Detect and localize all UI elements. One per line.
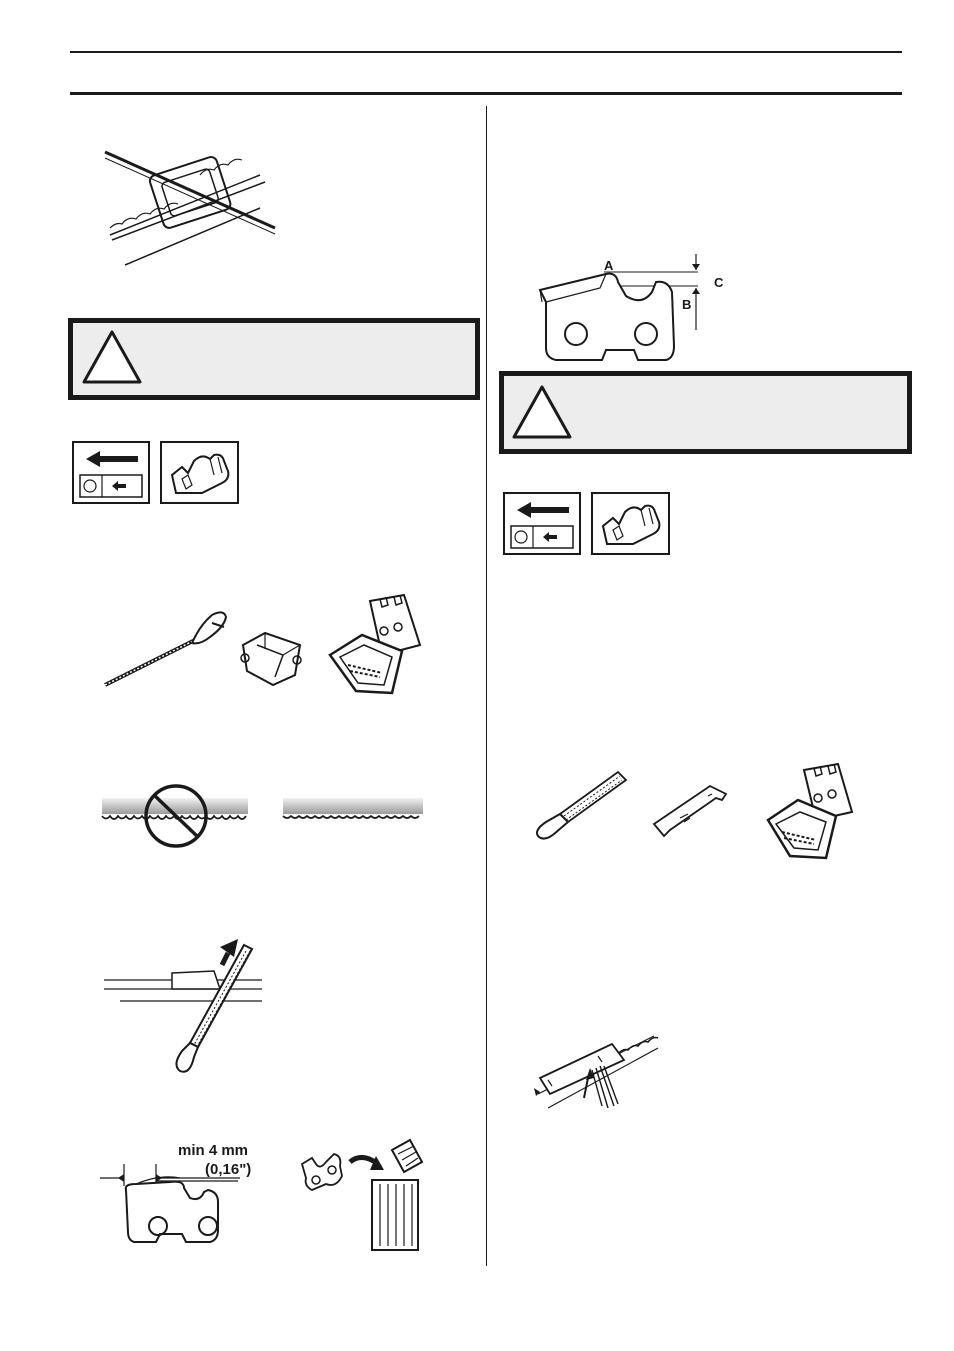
warning-triangle-icon — [81, 329, 143, 385]
warning-triangle-icon — [511, 384, 573, 440]
file-gauge-icon — [322, 593, 442, 698]
column-divider — [486, 106, 487, 1266]
depth-gauge-tool-icon — [650, 780, 730, 840]
point-a-label: A — [604, 258, 614, 273]
cutter-min-length-figure — [100, 1150, 240, 1250]
depth-gauge-on-chain-figure — [528, 1020, 663, 1110]
flat-file-on-chain-figure — [102, 935, 267, 1080]
min-mm-label: min 4 mm — [178, 1142, 249, 1159]
round-file-icon — [100, 605, 230, 690]
chain-gauge-over-bar-figure — [100, 140, 280, 270]
protective-glove-icon — [591, 492, 670, 555]
protective-glove-icon — [160, 441, 239, 504]
chain-direction-arrow-icon — [72, 441, 150, 504]
warning-box-right — [499, 371, 912, 454]
file-holder-icon — [235, 625, 310, 690]
trash-bin-icon — [298, 1140, 428, 1252]
point-b-label: B — [682, 297, 692, 312]
warning-box-left — [68, 318, 480, 400]
header-rule-top — [70, 51, 902, 53]
no-symbol-icon — [140, 782, 212, 850]
file-gauge-icon — [760, 762, 870, 862]
chain-direction-arrow-icon — [503, 492, 581, 555]
min-in-label: (0,16") — [205, 1161, 252, 1178]
header-rule-bottom — [70, 92, 902, 95]
point-c-label: C — [714, 275, 724, 290]
flat-file-icon — [530, 770, 630, 845]
sharp-chain-bar-figure — [283, 782, 425, 832]
cutter-depth-gauge-figure — [530, 250, 720, 368]
